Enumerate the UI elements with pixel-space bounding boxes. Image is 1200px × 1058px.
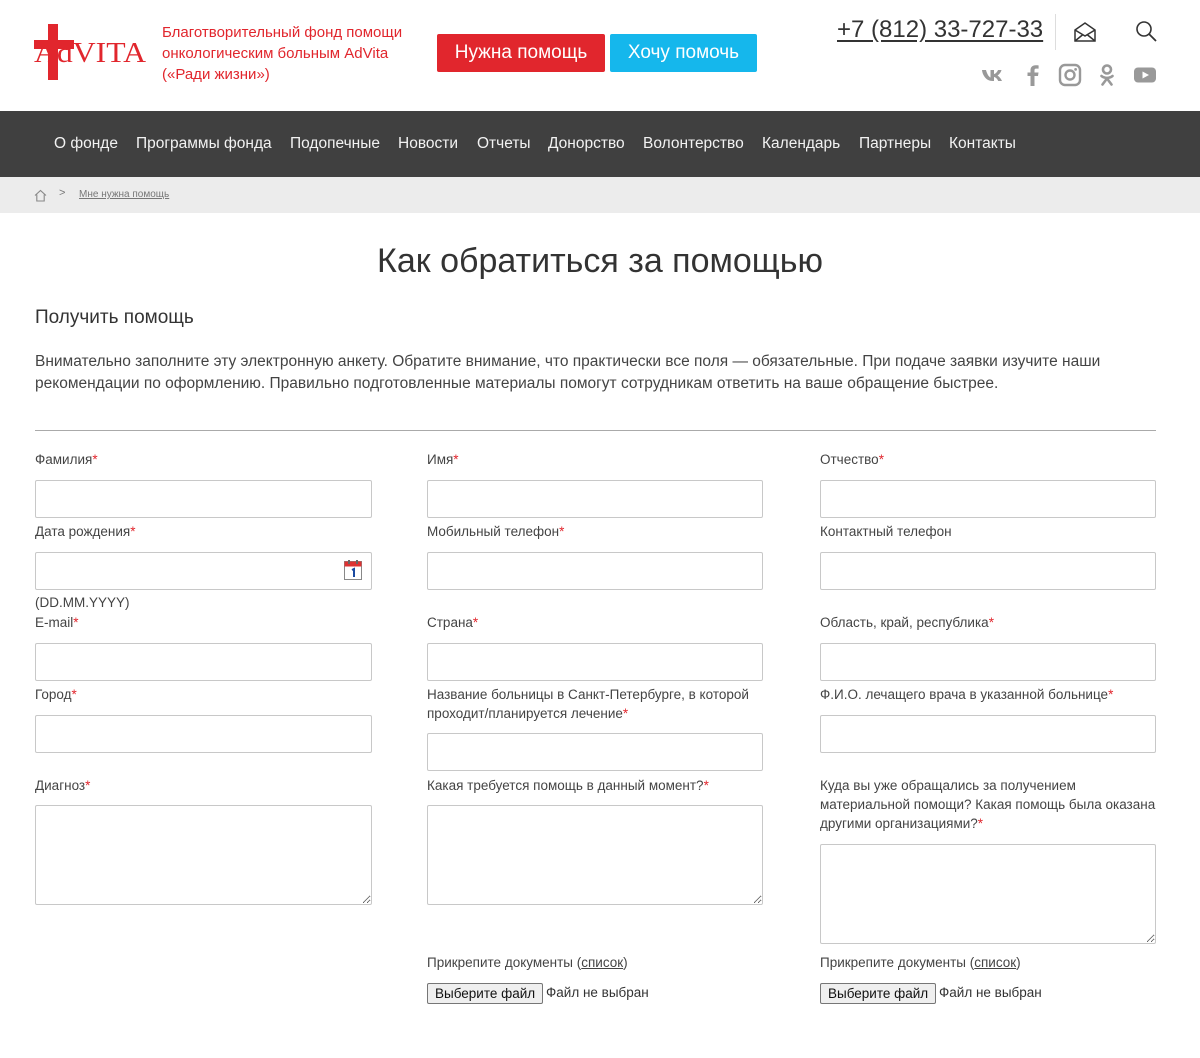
page-title: Как обратиться за помощью: [377, 242, 823, 280]
city-input[interactable]: [35, 715, 372, 753]
advita-logo[interactable]: [34, 24, 146, 80]
help-needed-label: Какая требуется помощь в данный момент?*: [427, 778, 709, 793]
logo-text: AdVITA: [34, 37, 146, 69]
nav-item-about[interactable]: О фонде: [54, 135, 118, 152]
attach-documents-label-1: Прикрепите документы (список): [427, 955, 628, 970]
documents-list-link-2[interactable]: список: [974, 955, 1017, 970]
home-icon[interactable]: [34, 189, 47, 202]
country-input[interactable]: [427, 643, 763, 681]
email-input[interactable]: [35, 643, 372, 681]
region-input[interactable]: [820, 643, 1156, 681]
nav-item-partners[interactable]: Партнеры: [859, 135, 932, 152]
region-label: Область, край, республика*: [820, 615, 994, 630]
nav-item-news[interactable]: Новости: [398, 135, 459, 152]
birth-date-input[interactable]: [35, 552, 372, 590]
last-name-input[interactable]: [35, 480, 372, 518]
nav-item-wards[interactable]: Подопечные: [290, 135, 380, 152]
nav-item-donation[interactable]: Донорство: [548, 135, 625, 152]
site-header: [0, 0, 1200, 111]
contact-phone-input[interactable]: [820, 552, 1156, 590]
mobile-phone-input[interactable]: [427, 552, 763, 590]
date-format-hint: (DD.MM.YYYY): [35, 595, 130, 610]
breadcrumb-current[interactable]: Мне нужна помощь: [79, 189, 170, 200]
first-name-label: Имя*: [427, 452, 459, 467]
breadcrumb-separator: >: [59, 187, 66, 199]
hospital-label: Название больницы в Санкт-Петербурге, в которой проходит/планируется лечение*: [427, 687, 749, 721]
previous-help-label: Куда вы уже обращались за получением материальной помощи? Какая помощь была оказана другими организациями?*: [820, 778, 1156, 831]
odnoklassniki-icon[interactable]: [1095, 63, 1119, 87]
city-label: Город*: [35, 687, 77, 702]
contact-phone-label: Контактный телефон: [820, 524, 952, 539]
form-divider: [35, 430, 1156, 431]
file-status-1: Файл не выбран: [546, 985, 649, 1000]
email-label: E-mail*: [35, 615, 79, 630]
middle-name-label: Отчество*: [820, 452, 884, 467]
country-label: Страна*: [427, 615, 479, 630]
hospital-input[interactable]: [427, 733, 763, 771]
file-status-2: Файл не выбран: [939, 985, 1042, 1000]
nav-item-calendar[interactable]: Календарь: [762, 135, 841, 152]
mail-icon[interactable]: [1073, 20, 1097, 44]
header-separator: [1055, 14, 1056, 50]
facebook-icon[interactable]: [1021, 63, 1045, 87]
want-to-help-button[interactable]: Хочу помочь: [610, 34, 757, 72]
last-name-label: Фамилия*: [35, 452, 98, 467]
vk-icon[interactable]: [980, 63, 1004, 87]
section-title: Получить помощь: [35, 307, 194, 328]
doctor-input[interactable]: [820, 715, 1156, 753]
fund-name: Благотворительный фонд помощи онкологическим больным AdVita («Ради жизни»): [162, 24, 403, 83]
calendar-icon[interactable]: [344, 560, 362, 580]
breadcrumb: [0, 177, 1200, 213]
phone-link[interactable]: +7 (812) 33-727-33: [837, 16, 1044, 43]
help-needed-textarea[interactable]: [427, 805, 763, 905]
first-name-input[interactable]: [427, 480, 763, 518]
middle-name-input[interactable]: [820, 480, 1156, 518]
need-help-button[interactable]: Нужна помощь: [437, 34, 605, 72]
search-icon[interactable]: [1134, 19, 1158, 43]
main-nav: [0, 111, 1200, 177]
nav-item-contacts[interactable]: Контакты: [949, 135, 1016, 152]
youtube-icon[interactable]: [1133, 63, 1157, 87]
doctor-label: Ф.И.О. лечащего врача в указанной больнице*: [820, 687, 1114, 702]
previous-help-textarea[interactable]: [820, 844, 1156, 944]
intro-text: Внимательно заполните эту электронную анкету. Обратите внимание, что практически все поля — обязательные. При подаче заявки изучите наши рекомендации по оформлению. Правильно подготовленные материалы помогут сотрудникам ответить на ваше обращение быстрее.: [35, 353, 1101, 392]
choose-file-button-1[interactable]: Выберите файл: [427, 983, 543, 1004]
choose-file-button-2[interactable]: Выберите файл: [820, 983, 936, 1004]
nav-item-volunteering[interactable]: Волонтерство: [643, 135, 744, 152]
nav-item-reports[interactable]: Отчеты: [477, 135, 531, 152]
diagnosis-label: Диагноз*: [35, 778, 91, 793]
diagnosis-textarea[interactable]: [35, 805, 372, 905]
birth-date-label: Дата рождения*: [35, 524, 136, 539]
attach-documents-label-2: Прикрепите документы (список): [820, 955, 1021, 970]
nav-item-programs[interactable]: Программы фонда: [136, 135, 272, 152]
mobile-phone-label: Мобильный телефон*: [427, 524, 565, 539]
instagram-icon[interactable]: [1058, 63, 1082, 87]
documents-list-link-1[interactable]: список: [581, 955, 624, 970]
